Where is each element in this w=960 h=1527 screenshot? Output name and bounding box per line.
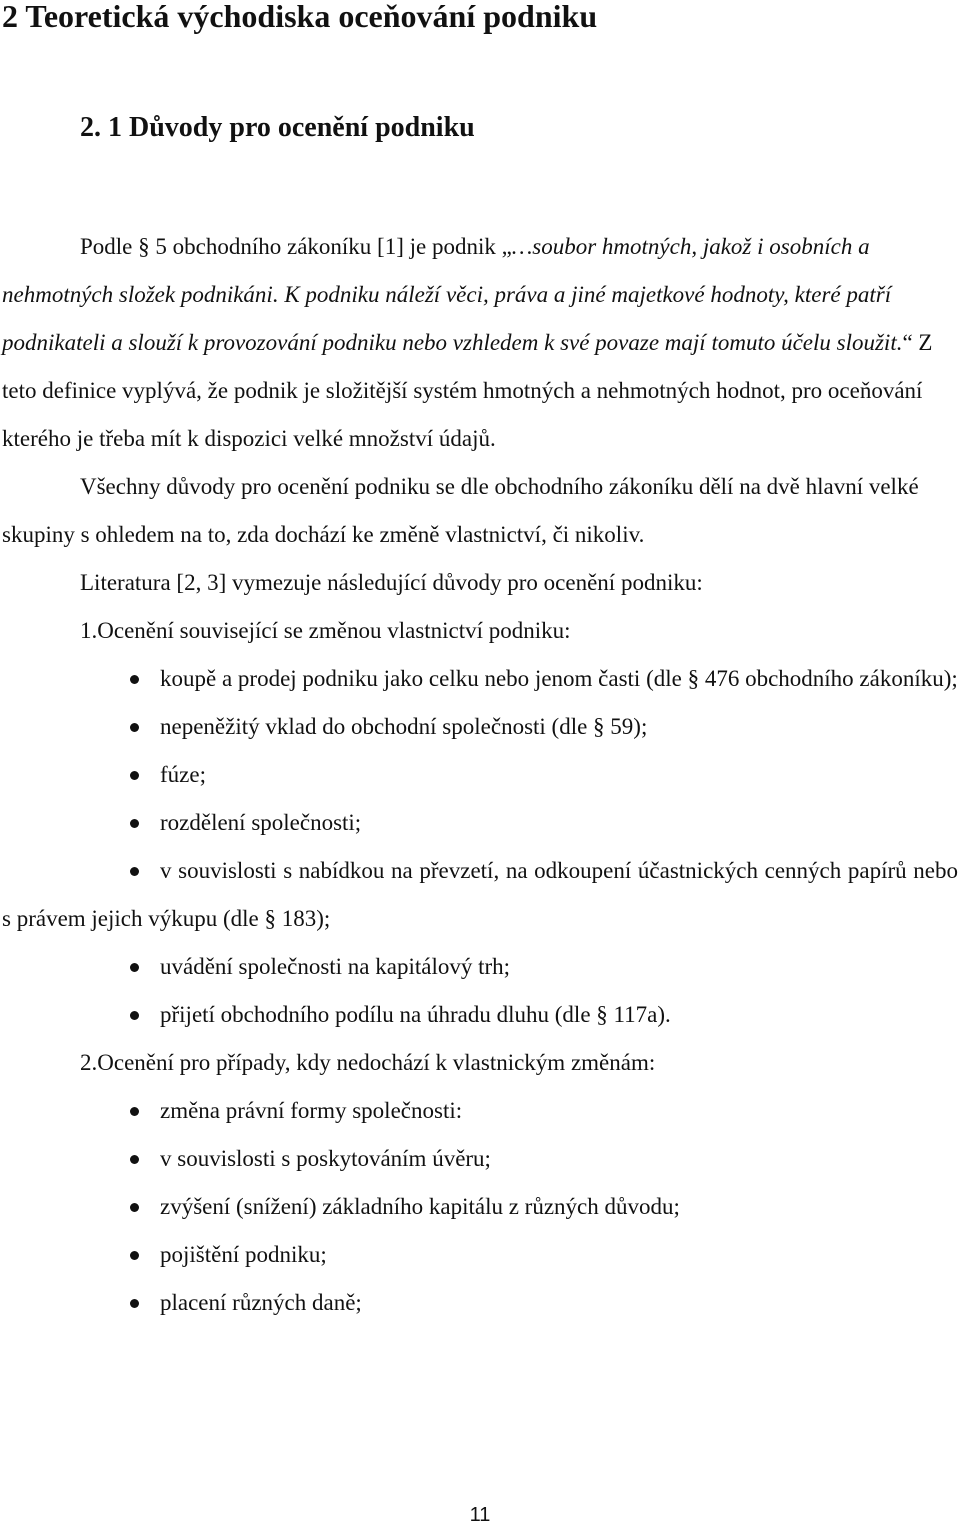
list-item bbox=[2, 1183, 958, 1231]
list-item bbox=[2, 799, 958, 847]
bullet-icon bbox=[130, 1155, 139, 1164]
bullet-icon bbox=[130, 867, 139, 876]
bullet-icon bbox=[130, 771, 139, 780]
list-item bbox=[2, 1135, 958, 1183]
list-item-text: placení různých daně; bbox=[160, 1290, 362, 1315]
page-number: 11 bbox=[469, 1504, 491, 1526]
list-item bbox=[2, 751, 958, 799]
list-item bbox=[2, 847, 958, 943]
list-item bbox=[2, 991, 958, 1039]
group-heading: 1.Ocenění související se změnou vlastnictví podniku: bbox=[80, 618, 571, 643]
section-title: 2. 1 Důvody pro ocenění podniku bbox=[80, 112, 475, 143]
list-item bbox=[2, 1279, 958, 1327]
list-item bbox=[2, 655, 958, 703]
list-item-text: změna právní formy společnosti: bbox=[160, 1098, 463, 1123]
list-item-text: koupě a prodej podniku jako celku nebo jenom časti (dle § 476 obchodního zákoníku); bbox=[160, 666, 958, 691]
list-item-text: nepeněžitý vklad do obchodní společnosti (dle § 59); bbox=[160, 714, 648, 739]
bullet-icon bbox=[130, 963, 139, 972]
paragraph-definition-rest: “ Z teto definice vyplývá, že podnik je složitější systém hmotných a nehmotných hodnot, pro oceňování kterého je třeba mít k dispozici velké množství údajů. bbox=[2, 330, 933, 451]
list-item-text: fúze; bbox=[160, 762, 206, 787]
paragraph-definition bbox=[2, 223, 958, 463]
paragraph-definition-quote: …soubor hmotných, jakož i osobních a nehmotných složek podnikáni. K podniku náleží věci, práva a jiné majetkové hodnoty, které patří podnikateli a slouží k provozování podniku nebo vzhledem k své povaze mají tomuto účelu sloužit. bbox=[2, 234, 903, 355]
list-item-text: v souvislosti s nabídkou na převzetí, na odkoupení účastnických cenných papírů nebo s právem jejich výkupu (dle § 183); bbox=[2, 858, 958, 931]
group-no-ownership-change bbox=[2, 1039, 958, 1327]
list-item-text: zvýšení (snížení) základního kapitálu z různých důvodu; bbox=[160, 1194, 680, 1219]
paragraph-literature: Literatura [2, 3] vymezuje následující důvody pro ocenění podniku: bbox=[80, 570, 703, 595]
list-item bbox=[2, 703, 958, 751]
bullet-icon bbox=[130, 675, 139, 684]
chapter-title: 2 Teoretická východiska oceňování podniku bbox=[2, 0, 598, 34]
list-item bbox=[2, 1087, 958, 1135]
group-ownership-change bbox=[2, 607, 958, 1039]
body-text bbox=[2, 223, 958, 1327]
paragraph-definition-intro: Podle § 5 obchodního zákoníku [1] je podnik „ bbox=[80, 234, 512, 259]
bullet-icon bbox=[130, 1011, 139, 1020]
paragraph-groups: Všechny důvody pro ocenění podniku se dle obchodního zákoníku dělí na dvě hlavní velké skupiny s ohledem na to, zda dochází ke změně vlastnictví, či nikoliv. bbox=[2, 474, 919, 547]
bullet-icon bbox=[130, 1299, 139, 1308]
bullet-icon bbox=[130, 1251, 139, 1260]
bullet-icon bbox=[130, 1107, 139, 1116]
bullet-list bbox=[2, 1087, 958, 1327]
bullet-list bbox=[2, 655, 958, 1039]
list-item-text: pojištění podniku; bbox=[160, 1242, 327, 1267]
bullet-icon bbox=[130, 723, 139, 732]
group-heading: 2.Ocenění pro případy, kdy nedochází k vlastnickým změnám: bbox=[80, 1050, 656, 1075]
list-item-text: uvádění společnosti na kapitálový trh; bbox=[160, 954, 511, 979]
bullet-icon bbox=[130, 1203, 139, 1212]
list-item bbox=[2, 1231, 958, 1279]
list-item bbox=[2, 943, 958, 991]
list-item-text: přijetí obchodního podílu na úhradu dluhu (dle § 117a). bbox=[160, 1002, 671, 1027]
list-item-text: v souvislosti s poskytováním úvěru; bbox=[160, 1146, 491, 1171]
list-item-text: rozdělení společnosti; bbox=[160, 810, 362, 835]
bullet-icon bbox=[130, 819, 139, 828]
